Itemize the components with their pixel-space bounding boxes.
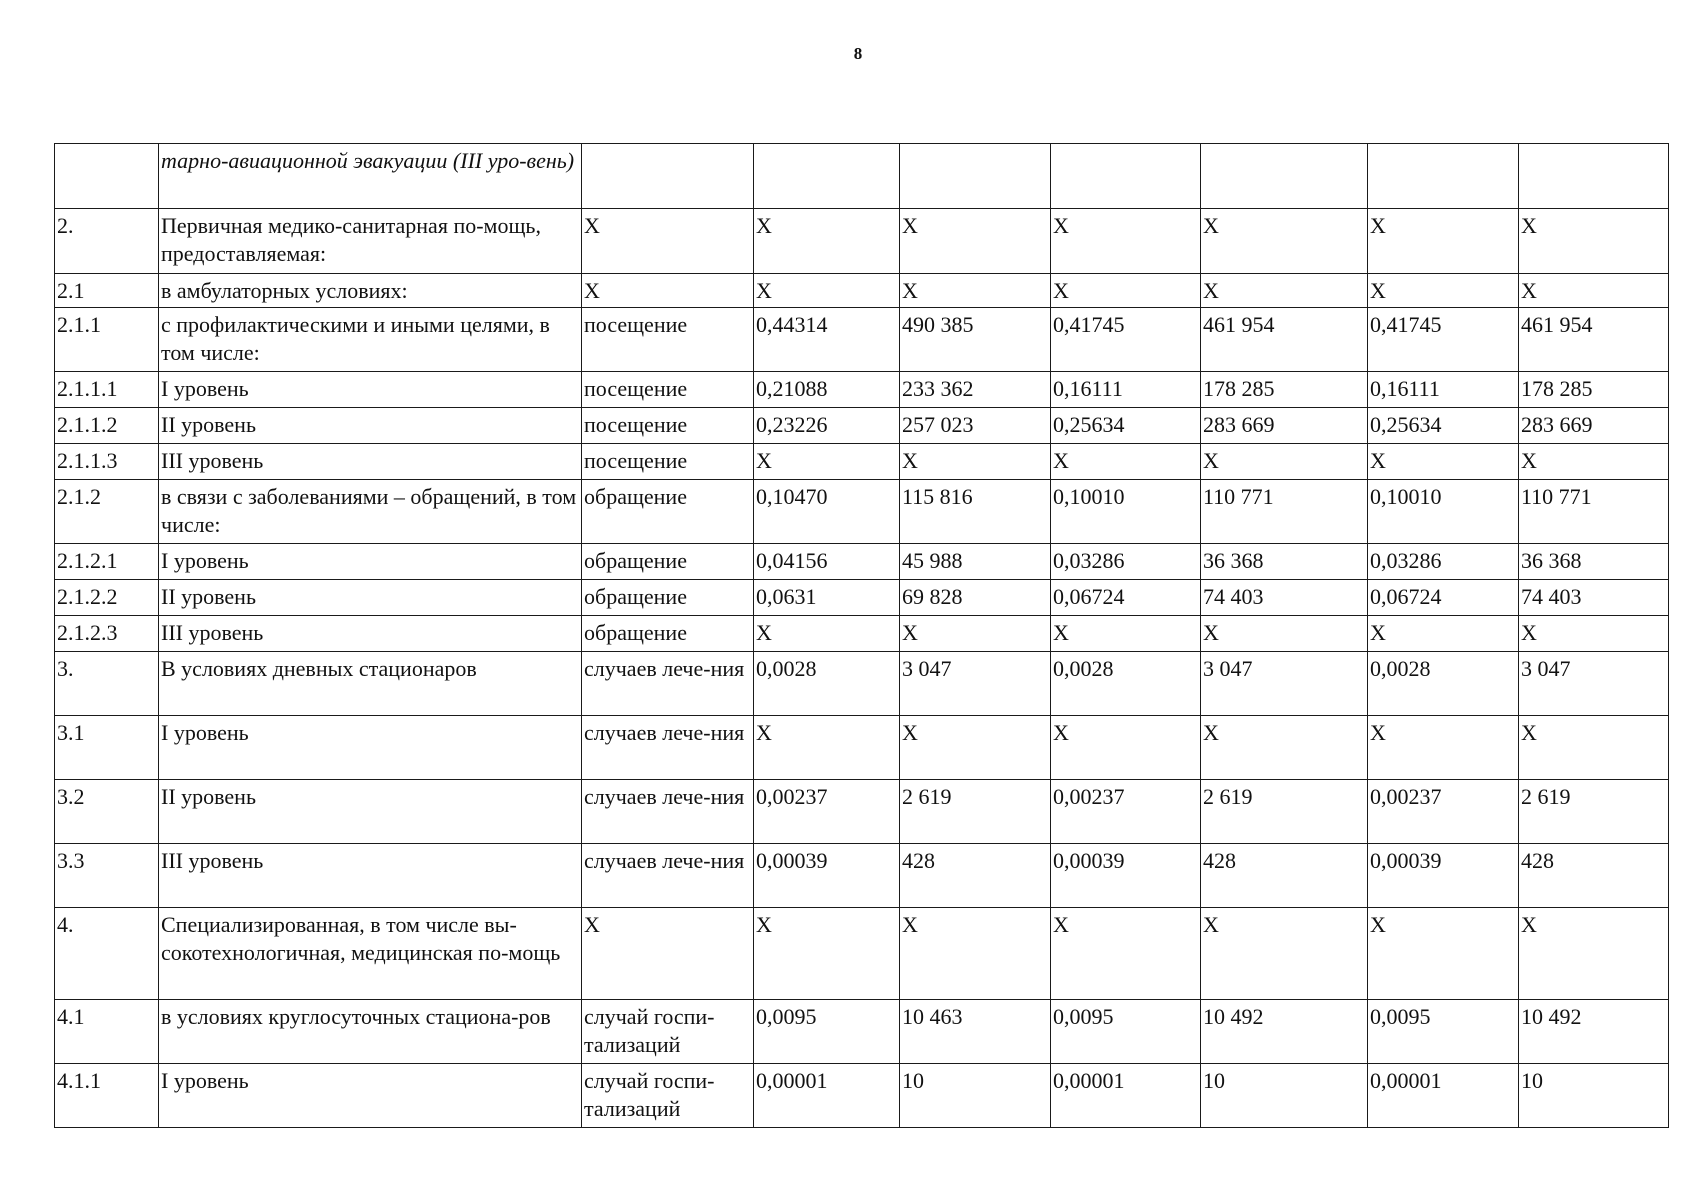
row-unit: случай госпи-тализаций: [582, 1000, 754, 1064]
row-value: X: [1201, 444, 1368, 480]
row-value: 0,0631: [754, 580, 900, 616]
row-name: в амбулаторных условиях:: [159, 274, 582, 308]
row-value: X: [900, 209, 1051, 274]
row-value: 0,16111: [1051, 372, 1201, 408]
row-value: X: [1051, 716, 1201, 780]
table-row: [55, 844, 1669, 908]
row-value: X: [1051, 444, 1201, 480]
table-row: [55, 544, 1669, 580]
row-unit: [582, 144, 754, 209]
row-value: X: [900, 274, 1051, 308]
row-name: I уровень: [159, 372, 582, 408]
row-value: X: [900, 444, 1051, 480]
row-number: 4.: [55, 908, 159, 1000]
row-value: 0,16111: [1368, 372, 1519, 408]
row-value: 74 403: [1519, 580, 1669, 616]
row-value: 2 619: [900, 780, 1051, 844]
row-number: 4.1: [55, 1000, 159, 1064]
row-value: 428: [1201, 844, 1368, 908]
row-number: [55, 144, 159, 209]
row-unit: обращение: [582, 580, 754, 616]
row-name: В условиях дневных стационаров: [159, 652, 582, 716]
table-row: [55, 444, 1669, 480]
table-row: [55, 308, 1669, 372]
row-value: 10 463: [900, 1000, 1051, 1064]
row-value: X: [1368, 444, 1519, 480]
row-value: 0,00001: [1368, 1064, 1519, 1128]
row-value: 10: [1201, 1064, 1368, 1128]
row-value: X: [1519, 274, 1669, 308]
table-row: [55, 209, 1669, 274]
row-value: 10 492: [1519, 1000, 1669, 1064]
row-value: 10: [1519, 1064, 1669, 1128]
row-number: 2.: [55, 209, 159, 274]
row-value: 428: [1519, 844, 1669, 908]
row-unit: случаев лече-ния: [582, 716, 754, 780]
row-value: 0,25634: [1051, 408, 1201, 444]
row-value: [1519, 144, 1669, 209]
row-value: X: [1368, 209, 1519, 274]
row-value: X: [900, 716, 1051, 780]
row-value: 0,06724: [1051, 580, 1201, 616]
row-number: 2.1.1: [55, 308, 159, 372]
row-value: 461 954: [1201, 308, 1368, 372]
table-row: [55, 372, 1669, 408]
row-unit: посещение: [582, 444, 754, 480]
row-value: X: [1519, 716, 1669, 780]
row-value: [1051, 144, 1201, 209]
row-value: 0,23226: [754, 408, 900, 444]
row-value: 10 492: [1201, 1000, 1368, 1064]
row-value: 233 362: [900, 372, 1051, 408]
row-value: 490 385: [900, 308, 1051, 372]
row-value: X: [1201, 908, 1368, 1000]
row-value: 36 368: [1201, 544, 1368, 580]
row-number: 2.1.2.1: [55, 544, 159, 580]
row-value: X: [900, 616, 1051, 652]
row-value: 36 368: [1519, 544, 1669, 580]
row-number: 2.1.1.2: [55, 408, 159, 444]
row-value: X: [1051, 209, 1201, 274]
row-unit: X: [582, 908, 754, 1000]
row-unit: X: [582, 274, 754, 308]
row-unit: X: [582, 209, 754, 274]
row-value: 10: [900, 1064, 1051, 1128]
row-unit: обращение: [582, 544, 754, 580]
row-value: 0,00237: [754, 780, 900, 844]
row-value: 0,00039: [754, 844, 900, 908]
row-name: I уровень: [159, 544, 582, 580]
row-unit: случаев лече-ния: [582, 844, 754, 908]
row-value: 0,0028: [1051, 652, 1201, 716]
row-value: 0,00001: [1051, 1064, 1201, 1128]
row-number: 2.1.1.1: [55, 372, 159, 408]
table-row: [55, 716, 1669, 780]
row-name: III уровень: [159, 616, 582, 652]
row-unit: посещение: [582, 308, 754, 372]
row-value: 0,04156: [754, 544, 900, 580]
row-value: X: [1368, 616, 1519, 652]
row-number: 4.1.1: [55, 1064, 159, 1128]
table-row: [55, 408, 1669, 444]
row-number: 2.1.1.3: [55, 444, 159, 480]
row-value: 3 047: [1519, 652, 1669, 716]
row-value: [754, 144, 900, 209]
data-table: [54, 143, 1669, 1128]
row-value: 2 619: [1201, 780, 1368, 844]
row-value: X: [1368, 908, 1519, 1000]
row-value: 69 828: [900, 580, 1051, 616]
row-name: с профилактическими и иными целями, в том числе:: [159, 308, 582, 372]
row-value: 110 771: [1519, 480, 1669, 544]
row-number: 3.2: [55, 780, 159, 844]
row-number: 2.1.2.2: [55, 580, 159, 616]
row-unit: случаев лече-ния: [582, 652, 754, 716]
table-row: [55, 780, 1669, 844]
row-value: 3 047: [1201, 652, 1368, 716]
row-value: X: [1519, 444, 1669, 480]
row-value: 0,10470: [754, 480, 900, 544]
row-value: 0,21088: [754, 372, 900, 408]
row-value: [900, 144, 1051, 209]
row-value: X: [1201, 716, 1368, 780]
page-number: 8: [853, 44, 863, 63]
row-value: X: [1051, 616, 1201, 652]
row-number: 3.3: [55, 844, 159, 908]
row-value: X: [1519, 616, 1669, 652]
row-value: X: [754, 908, 900, 1000]
row-name: I уровень: [159, 1064, 582, 1128]
row-value: 0,25634: [1368, 408, 1519, 444]
row-value: 2 619: [1519, 780, 1669, 844]
table-row: [55, 580, 1669, 616]
table-row: [55, 652, 1669, 716]
row-value: X: [754, 444, 900, 480]
row-number: 3.: [55, 652, 159, 716]
row-value: X: [900, 908, 1051, 1000]
row-value: X: [754, 616, 900, 652]
row-value: X: [1368, 716, 1519, 780]
table-row: [55, 1000, 1669, 1064]
row-value: 0,41745: [1051, 308, 1201, 372]
row-value: 0,0095: [1368, 1000, 1519, 1064]
row-unit: посещение: [582, 372, 754, 408]
row-value: 74 403: [1201, 580, 1368, 616]
row-value: 0,0028: [754, 652, 900, 716]
row-number: 2.1.2: [55, 480, 159, 544]
row-unit: посещение: [582, 408, 754, 444]
row-value: X: [1201, 209, 1368, 274]
row-value: 0,44314: [754, 308, 900, 372]
row-value: 0,0095: [1051, 1000, 1201, 1064]
row-name: II уровень: [159, 408, 582, 444]
row-value: 3 047: [900, 652, 1051, 716]
row-value: [1201, 144, 1368, 209]
row-number: 2.1.2.3: [55, 616, 159, 652]
table-row: [55, 274, 1669, 308]
row-value: 257 023: [900, 408, 1051, 444]
row-value: 283 669: [1201, 408, 1368, 444]
row-name: II уровень: [159, 580, 582, 616]
row-value: X: [754, 274, 900, 308]
table-row: [55, 480, 1669, 544]
row-value: X: [1519, 908, 1669, 1000]
row-name: II уровень: [159, 780, 582, 844]
row-value: 428: [900, 844, 1051, 908]
row-name: III уровень: [159, 844, 582, 908]
row-value: 178 285: [1201, 372, 1368, 408]
row-number: 3.1: [55, 716, 159, 780]
row-name: тарно-авиационной эвакуации (III уро-вень): [159, 144, 582, 209]
row-value: 110 771: [1201, 480, 1368, 544]
row-name: в условиях круглосуточных стациона-ров: [159, 1000, 582, 1064]
table-row: [55, 908, 1669, 1000]
row-value: 45 988: [900, 544, 1051, 580]
table-row: [55, 1064, 1669, 1128]
row-name: в связи с заболеваниями – обращений, в том числе:: [159, 480, 582, 544]
row-value: 283 669: [1519, 408, 1669, 444]
row-value: X: [1201, 274, 1368, 308]
row-value: 0,0095: [754, 1000, 900, 1064]
row-value: 0,06724: [1368, 580, 1519, 616]
row-value: 461 954: [1519, 308, 1669, 372]
row-value: 0,00039: [1368, 844, 1519, 908]
row-value: 178 285: [1519, 372, 1669, 408]
row-value: X: [1368, 274, 1519, 308]
row-unit: случай госпи-тализаций: [582, 1064, 754, 1128]
row-name: I уровень: [159, 716, 582, 780]
table-row: [55, 616, 1669, 652]
row-value: 0,10010: [1368, 480, 1519, 544]
row-value: [1368, 144, 1519, 209]
row-value: X: [754, 716, 900, 780]
row-value: 0,03286: [1368, 544, 1519, 580]
row-name: III уровень: [159, 444, 582, 480]
row-value: 0,00237: [1368, 780, 1519, 844]
row-value: 115 816: [900, 480, 1051, 544]
row-name: Первичная медико-санитарная по-мощь, предоставляемая:: [159, 209, 582, 274]
row-unit: случаев лече-ния: [582, 780, 754, 844]
row-value: 0,03286: [1051, 544, 1201, 580]
row-value: 0,10010: [1051, 480, 1201, 544]
row-value: X: [1051, 908, 1201, 1000]
row-value: X: [754, 209, 900, 274]
row-value: X: [1051, 274, 1201, 308]
table-row: [55, 144, 1669, 209]
row-value: 0,00039: [1051, 844, 1201, 908]
row-unit: обращение: [582, 480, 754, 544]
row-value: 0,0028: [1368, 652, 1519, 716]
row-value: X: [1201, 616, 1368, 652]
row-value: 0,00237: [1051, 780, 1201, 844]
row-value: X: [1519, 209, 1669, 274]
row-value: 0,41745: [1368, 308, 1519, 372]
row-unit: обращение: [582, 616, 754, 652]
row-number: 2.1: [55, 274, 159, 308]
row-value: 0,00001: [754, 1064, 900, 1128]
row-name: Специализированная, в том числе вы-сокотехнологичная, медицинская по-мощь: [159, 908, 582, 1000]
